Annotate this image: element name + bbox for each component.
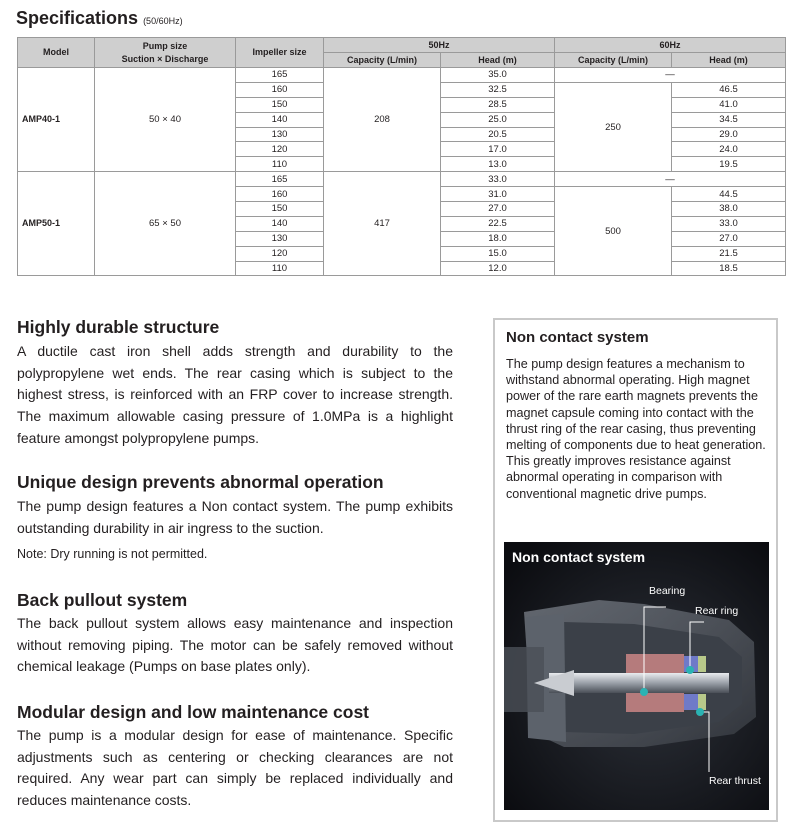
specifications-table	[17, 37, 786, 276]
head-50hz-cell: 20.5	[441, 127, 555, 142]
header-impeller-size: Impeller size	[236, 38, 324, 68]
header-head-60hz: Head (m)	[672, 53, 786, 68]
head-60hz-cell: 18.5	[672, 261, 786, 276]
impeller-size-cell: 150	[236, 97, 324, 112]
head-50hz-cell: 35.0	[441, 68, 555, 83]
specifications-title	[16, 8, 183, 29]
impeller-size-cell: 150	[236, 202, 324, 217]
head-60hz-cell: 21.5	[672, 246, 786, 261]
specifications-table-body	[18, 68, 786, 276]
header-model: Model	[18, 38, 95, 68]
table-row	[18, 172, 786, 187]
head-50hz-cell: 32.5	[441, 82, 555, 97]
head-50hz-cell: 31.0	[441, 187, 555, 202]
label-rear-ring: Rear ring	[695, 605, 739, 617]
non-contact-system-panel	[493, 318, 778, 822]
head-60hz-cell: 29.0	[672, 127, 786, 142]
table-row	[18, 68, 786, 83]
head-50hz-cell: 12.0	[441, 261, 555, 276]
impeller-size-cell: 120	[236, 246, 324, 261]
head-60hz-cell: —	[555, 68, 786, 83]
head-60hz-cell: 46.5	[672, 82, 786, 97]
impeller-size-cell: 160	[236, 82, 324, 97]
header-pump-size-line1: Pump size	[142, 40, 188, 51]
impeller-size-cell: 110	[236, 157, 324, 172]
non-contact-system-description: The pump design features a mechanism to withstand abnormal operating. High magnet power of the rare earth magnets prevents the magnet capsule coming into contact with the thrust ring of the rear casing, thus preventing melting of components due to heat generation. This greatly improves resistance against abnormal operating in comparison with conventional magnetic drive pumps.	[506, 357, 766, 501]
heading-highly-durable-structure: Highly durable structure	[17, 317, 220, 337]
header-50hz: 50Hz	[324, 38, 555, 53]
capacity-50hz-cell: 417	[324, 172, 441, 276]
heading-modular-design: Modular design and low maintenance cost	[17, 702, 369, 722]
head-50hz-cell: 13.0	[441, 157, 555, 172]
head-50hz-cell: 22.5	[441, 216, 555, 231]
text-highly-durable-structure: A ductile cast iron shell adds strength and durability to the polypropylene wet ends. The rear casing which is subject to the highest stress, is reinforced with an FRP cover to increase strength. The maximum allowable casing pressure of 1.0MPa is a highlight feature amongst polypropylene pumps.	[17, 343, 453, 446]
header-60hz: 60Hz	[555, 38, 786, 53]
heading-unique-design: Unique design prevents abnormal operation	[17, 472, 384, 492]
text-modular-design: The pump is a modular design for ease of maintenance. Specific adjustments such as centering or checking clearances are not required. Any wear part can simply be replaced individually and reduces maintenance costs.	[17, 727, 453, 809]
header-pump-size	[95, 38, 236, 68]
pump-size-cell: 50 × 40	[95, 68, 236, 172]
label-rear-thrust: Rear thrust	[709, 775, 761, 787]
head-50hz-cell: 25.0	[441, 112, 555, 127]
impeller-size-cell: 140	[236, 216, 324, 231]
impeller-size-cell: 160	[236, 187, 324, 202]
impeller-size-cell: 110	[236, 261, 324, 276]
head-60hz-cell: 24.0	[672, 142, 786, 157]
header-capacity-60hz: Capacity (L/min)	[555, 53, 672, 68]
impeller-size-cell: 140	[236, 112, 324, 127]
head-50hz-cell: 15.0	[441, 246, 555, 261]
impeller-size-cell: 130	[236, 231, 324, 246]
head-60hz-cell: —	[555, 172, 786, 187]
head-60hz-cell: 44.5	[672, 187, 786, 202]
callout-dot-rear-thrust	[696, 708, 704, 716]
head-60hz-cell: 33.0	[672, 216, 786, 231]
capacity-50hz-cell: 208	[324, 68, 441, 172]
header-pump-size-line2: Suction × Discharge	[121, 53, 209, 64]
model-cell: AMP40-1	[18, 68, 95, 172]
head-60hz-cell: 19.5	[672, 157, 786, 172]
non-contact-system-figure	[504, 542, 769, 810]
text-unique-design: The pump design features a Non contact system. The pump exhibits outstanding durability in air ingress to the suction.	[17, 498, 453, 536]
head-60hz-cell: 38.0	[672, 202, 786, 217]
head-50hz-cell: 33.0	[441, 172, 555, 187]
callout-dot-rear-ring	[686, 666, 694, 674]
impeller-size-cell: 165	[236, 68, 324, 83]
head-50hz-cell: 17.0	[441, 142, 555, 157]
impeller-size-cell: 130	[236, 127, 324, 142]
specifications-title-text: Specifications	[16, 8, 139, 28]
callout-dot-bearing	[640, 688, 648, 696]
specifications-subtitle: (50/60Hz)	[143, 16, 183, 26]
impeller-size-cell: 165	[236, 172, 324, 187]
capacity-60hz-cell: 250	[555, 82, 672, 171]
head-60hz-cell: 34.5	[672, 112, 786, 127]
heading-back-pullout-system: Back pullout system	[17, 590, 188, 610]
head-50hz-cell: 18.0	[441, 231, 555, 246]
capacity-60hz-cell: 500	[555, 187, 672, 276]
text-back-pullout-system: The back pullout system allows easy maintenance and inspection without removing piping. The motor can be safely removed without chemical leakage (Pumps on base plates only).	[17, 615, 453, 675]
model-cell: AMP50-1	[18, 172, 95, 276]
impeller-size-cell: 120	[236, 142, 324, 157]
header-head-50hz: Head (m)	[441, 53, 555, 68]
head-60hz-cell: 27.0	[672, 231, 786, 246]
figure-title: Non contact system	[512, 549, 646, 565]
head-50hz-cell: 27.0	[441, 202, 555, 217]
head-60hz-cell: 41.0	[672, 97, 786, 112]
note-dry-running: Note: Dry running is not permitted.	[17, 547, 208, 561]
label-bearing: Bearing	[649, 585, 686, 597]
pump-shaft	[549, 673, 729, 693]
head-50hz-cell: 28.5	[441, 97, 555, 112]
non-contact-system-title: Non contact system	[506, 329, 649, 346]
pump-size-cell: 65 × 50	[95, 172, 236, 276]
header-capacity-50hz: Capacity (L/min)	[324, 53, 441, 68]
pump-cutaway-diagram	[504, 542, 769, 810]
